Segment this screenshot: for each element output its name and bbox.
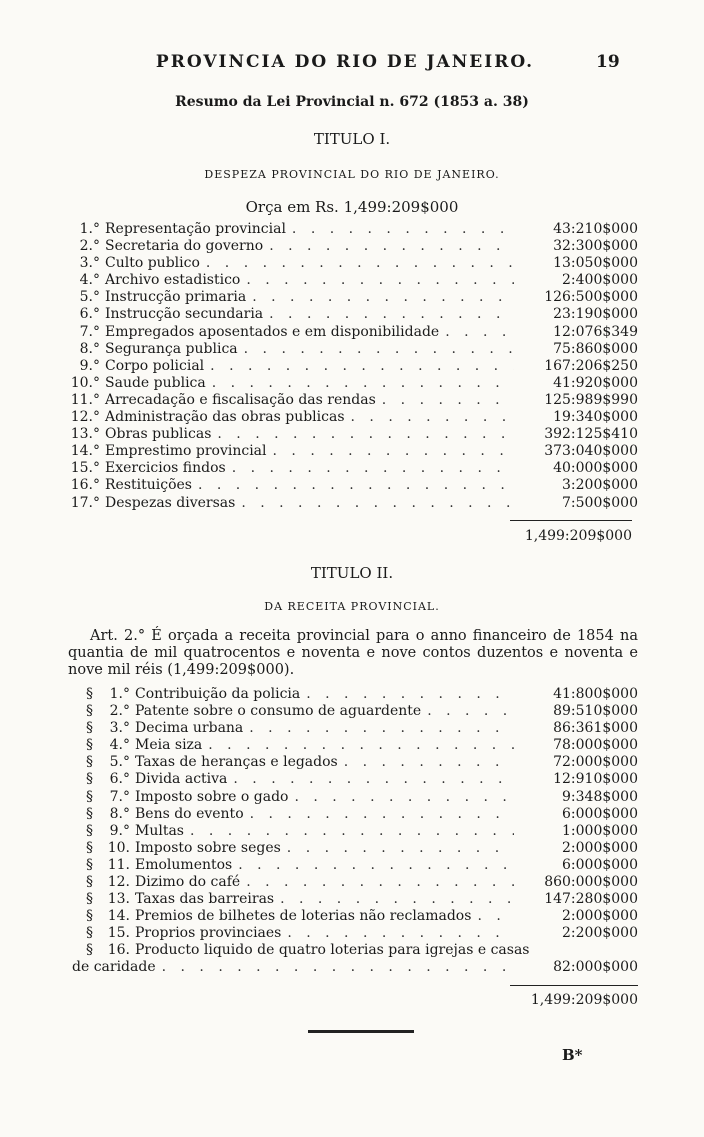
item-value: 7:500$000 [562,494,638,511]
section-mark: § [86,805,93,822]
item-number: 2.° [79,238,100,255]
section-mark: § [86,822,93,839]
leader-dots [244,341,514,358]
titulo-1-section: DESPEZA PROVINCIAL DO RIO DE JANEIRO. [204,168,500,181]
expense-item [62,324,638,341]
leader-dots [233,771,514,788]
item-value: 78:000$000 [553,737,638,754]
item-number: 16.° [70,477,100,494]
item-label: Corpo policial [105,357,205,374]
leader-dots [477,908,514,925]
item-value: 125:989$990 [544,391,638,408]
item-number: 8.° [79,340,100,357]
item-value: 32:300$000 [553,238,638,255]
expense-item [62,443,638,460]
section-mark: § [86,754,93,771]
expense-item [62,255,638,272]
item-number: 17.° [70,494,100,511]
expense-item [62,375,638,392]
leader-dots [445,324,514,341]
item-value: 89:510$000 [553,703,638,720]
leader-dots [351,409,514,426]
law-summary-title: Resumo da Lei Provincial n. 672 (1853 a. 38) [175,94,529,110]
item-label: Meia siza [135,737,203,754]
leader-dots [212,375,514,392]
item-label: Emprestimo provincial [105,443,267,460]
item-number: 4.° [109,737,130,754]
expense-item [62,358,638,375]
item-label: Contribuição da policia [135,686,301,702]
item-number: 10.° [70,374,100,391]
item-number: 2.° [109,703,130,720]
expense-item [62,477,638,494]
leader-dots [280,891,514,908]
leader-dots [250,806,514,823]
item-label: Instrucção primaria [105,289,247,306]
expense-item [62,392,638,409]
running-head-title: PROVINCIA DO RIO DE JANEIRO. [155,52,535,72]
section-mark: § [86,908,93,925]
expense-item [62,426,638,443]
leader-dots [246,272,514,289]
revenue-item [86,720,638,737]
item-label: Producto liquido de quatro loterias para igrejas e casas [135,942,530,958]
titulo-1-budget: Orça em Rs. 1,499:209$000 [245,198,459,216]
expense-list [62,221,638,512]
item-value: 75:860$000 [553,340,638,357]
revenue-item [86,754,638,771]
item-number: 13.° [70,426,100,443]
item-label: Arrecadação e fiscalisação das rendas [105,391,376,408]
item-label: Segurança publica [105,340,238,357]
revenue-item [86,823,638,840]
item-label: Secretaria do governo [105,238,264,255]
item-value: 82:000$000 [553,959,638,975]
expense-item [62,409,638,426]
item-label: Administração das obras publicas [105,409,345,426]
leader-dots [249,720,514,737]
item-value: 13:050$000 [553,255,638,272]
article-2-paragraph [68,628,638,679]
item-label: Taxas das barreiras [135,891,275,908]
item-value: 86:361$000 [553,720,638,737]
item-value: 1:000$000 [562,822,638,839]
item-number: 1.° [109,686,130,702]
leader-dots [238,857,514,874]
item-value: 9:348$000 [562,788,638,805]
revenue-item-16-line2 [72,959,638,976]
section-mark: § [86,925,93,942]
item-value: 72:000$000 [553,754,638,771]
leader-dots [217,426,514,443]
section-mark: § [86,874,93,891]
item-label: Dizimo do café [135,874,241,891]
closing-ornament-rule [308,1030,414,1033]
section-mark: § [86,891,93,908]
item-label: Archivo estadistico [105,272,241,289]
revenue-item [86,925,638,942]
item-number: 9.° [79,357,100,374]
leader-dots [292,221,514,238]
item-value: 41:920$000 [553,374,638,391]
leader-dots [241,495,514,512]
page-number: 19 [596,52,620,72]
expense-total-rule [510,520,632,521]
expense-total: 1,499:209$000 [524,528,632,544]
section-mark: § [86,788,93,805]
item-value: 41:800$000 [553,686,638,702]
item-label: Instrucção secundaria [105,306,264,323]
leader-dots [269,306,514,323]
leader-dots [206,255,514,272]
item-number: 5.° [79,289,100,306]
item-number: 1.° [79,221,100,237]
revenue-item [86,806,638,823]
section-mark: § [86,686,93,702]
item-label: Empregados aposentados e em disponibilidade [105,323,440,340]
expense-item [62,460,638,477]
item-number: 6.° [109,771,130,788]
revenue-item [86,857,638,874]
item-label: Exercicios findos [105,460,226,477]
expense-item [62,495,638,512]
item-value: 2:000$000 [562,839,638,856]
item-label: Despezas diversas [105,494,236,511]
item-label: Proprios provinciaes [135,925,282,942]
item-label: Imposto sobre seges [135,839,281,856]
item-number: 3.° [109,720,130,737]
item-number: 11. [107,856,130,873]
item-value: 860:000$000 [544,874,638,891]
leader-dots [246,874,514,891]
leader-dots [252,289,514,306]
titulo-1-heading: TITULO I. [313,130,391,148]
titulo-2-section: DA RECEITA PROVINCIAL. [264,600,440,613]
revenue-total: 1,499:209$000 [530,992,638,1008]
running-head [0,52,704,80]
item-number: 8.° [109,805,130,822]
leader-dots [294,789,514,806]
leader-dots [198,477,514,494]
item-label: Multas [135,822,184,839]
item-number: 10. [107,839,130,856]
item-label: Divida activa [135,771,228,788]
leader-dots [382,392,514,409]
item-value: 23:190$000 [553,306,638,323]
item-label: Saude publica [105,374,206,391]
leader-dots [208,737,514,754]
item-value: 2:000$000 [562,908,638,925]
item-value: 147:280$000 [544,891,638,908]
revenue-item [86,703,638,720]
leader-dots [287,840,514,857]
item-number: 14.° [70,443,100,460]
revenue-item [86,771,638,788]
item-label: Restituições [105,477,192,494]
revenue-item [86,789,638,806]
item-number: 12. [107,874,130,891]
section-mark: § [86,771,93,788]
item-value: 40:000$000 [553,460,638,477]
section-mark: § [86,720,93,737]
leader-dots [210,358,514,375]
item-value: 373:040$000 [544,443,638,460]
expense-item [62,272,638,289]
item-label: Decima urbana [135,720,244,737]
leader-dots [287,925,514,942]
item-value: 6:000$000 [562,805,638,822]
item-value: 167:206$250 [544,357,638,374]
article-2-text: Art. 2.° É orçada a receita provincial para o anno financeiro de 1854 na quantia de mil quatrocentos e noventa e nove contos duzentos e noventa e nove mil réis (1,499:209$000). [68,628,638,678]
leader-dots [273,443,514,460]
item-label: Emolumentos [135,856,233,873]
item-number: 13. [107,891,130,908]
item-number: 14. [107,908,130,925]
item-label: Culto publico [105,255,200,272]
expense-item [62,238,638,255]
item-number: 15. [107,925,130,942]
item-label: Imposto sobre o gado [135,788,289,805]
item-number: 7.° [79,323,100,340]
expense-item [62,306,638,323]
item-value: 392:125$410 [544,426,638,443]
leader-dots [306,686,514,703]
item-number: 7.° [109,788,130,805]
item-label: Bens do evento [135,805,244,822]
section-mark: § [86,942,93,958]
item-number: 15.° [70,460,100,477]
revenue-item [86,686,638,703]
item-label-continued: de caridade [72,959,156,975]
revenue-item-16 [86,942,638,959]
item-number: 12.° [70,409,100,426]
expense-item [62,341,638,358]
item-number: 5.° [109,754,130,771]
item-label: Obras publicas [105,426,212,443]
titulo-2-heading: TITULO II. [310,564,394,582]
section-mark: § [86,856,93,873]
revenue-total-rule [510,985,638,986]
item-value: 3:200$000 [562,477,638,494]
item-value: 2:400$000 [562,272,638,289]
leader-dots [162,959,514,976]
expense-item [62,221,638,238]
item-label: Patente sobre o consumo de aguardente [135,703,422,720]
section-mark: § [86,839,93,856]
item-label: Premios de bilhetes de loterias não reclamados [135,908,472,925]
item-number: 11.° [70,391,100,408]
item-number: 16. [107,942,130,958]
signature-mark: B* [562,1046,583,1064]
revenue-item [86,874,638,891]
revenue-item [86,891,638,908]
item-value: 12:910$000 [553,771,638,788]
item-value: 12:076$349 [553,323,638,340]
section-mark: § [86,737,93,754]
revenue-item-16-line1 [86,942,638,959]
item-label: Representação provincial [105,221,286,237]
item-value: 126:500$000 [544,289,638,306]
leader-dots [344,754,514,771]
leader-dots [269,238,514,255]
item-value: 43:210$000 [553,221,638,237]
item-label: Taxas de heranças e legados [135,754,338,771]
leader-dots [427,703,514,720]
item-number: 4.° [79,272,100,289]
revenue-list [86,686,638,942]
item-number: 9.° [109,822,130,839]
item-number: 3.° [79,255,100,272]
leader-dots [190,823,514,840]
expense-item [62,289,638,306]
item-number: 6.° [79,306,100,323]
leader-dots [232,460,514,477]
revenue-item [86,840,638,857]
item-value: 19:340$000 [553,409,638,426]
revenue-item [86,737,638,754]
section-mark: § [86,703,93,720]
revenue-item [86,908,638,925]
item-value: 2:200$000 [562,925,638,942]
item-value: 6:000$000 [562,856,638,873]
